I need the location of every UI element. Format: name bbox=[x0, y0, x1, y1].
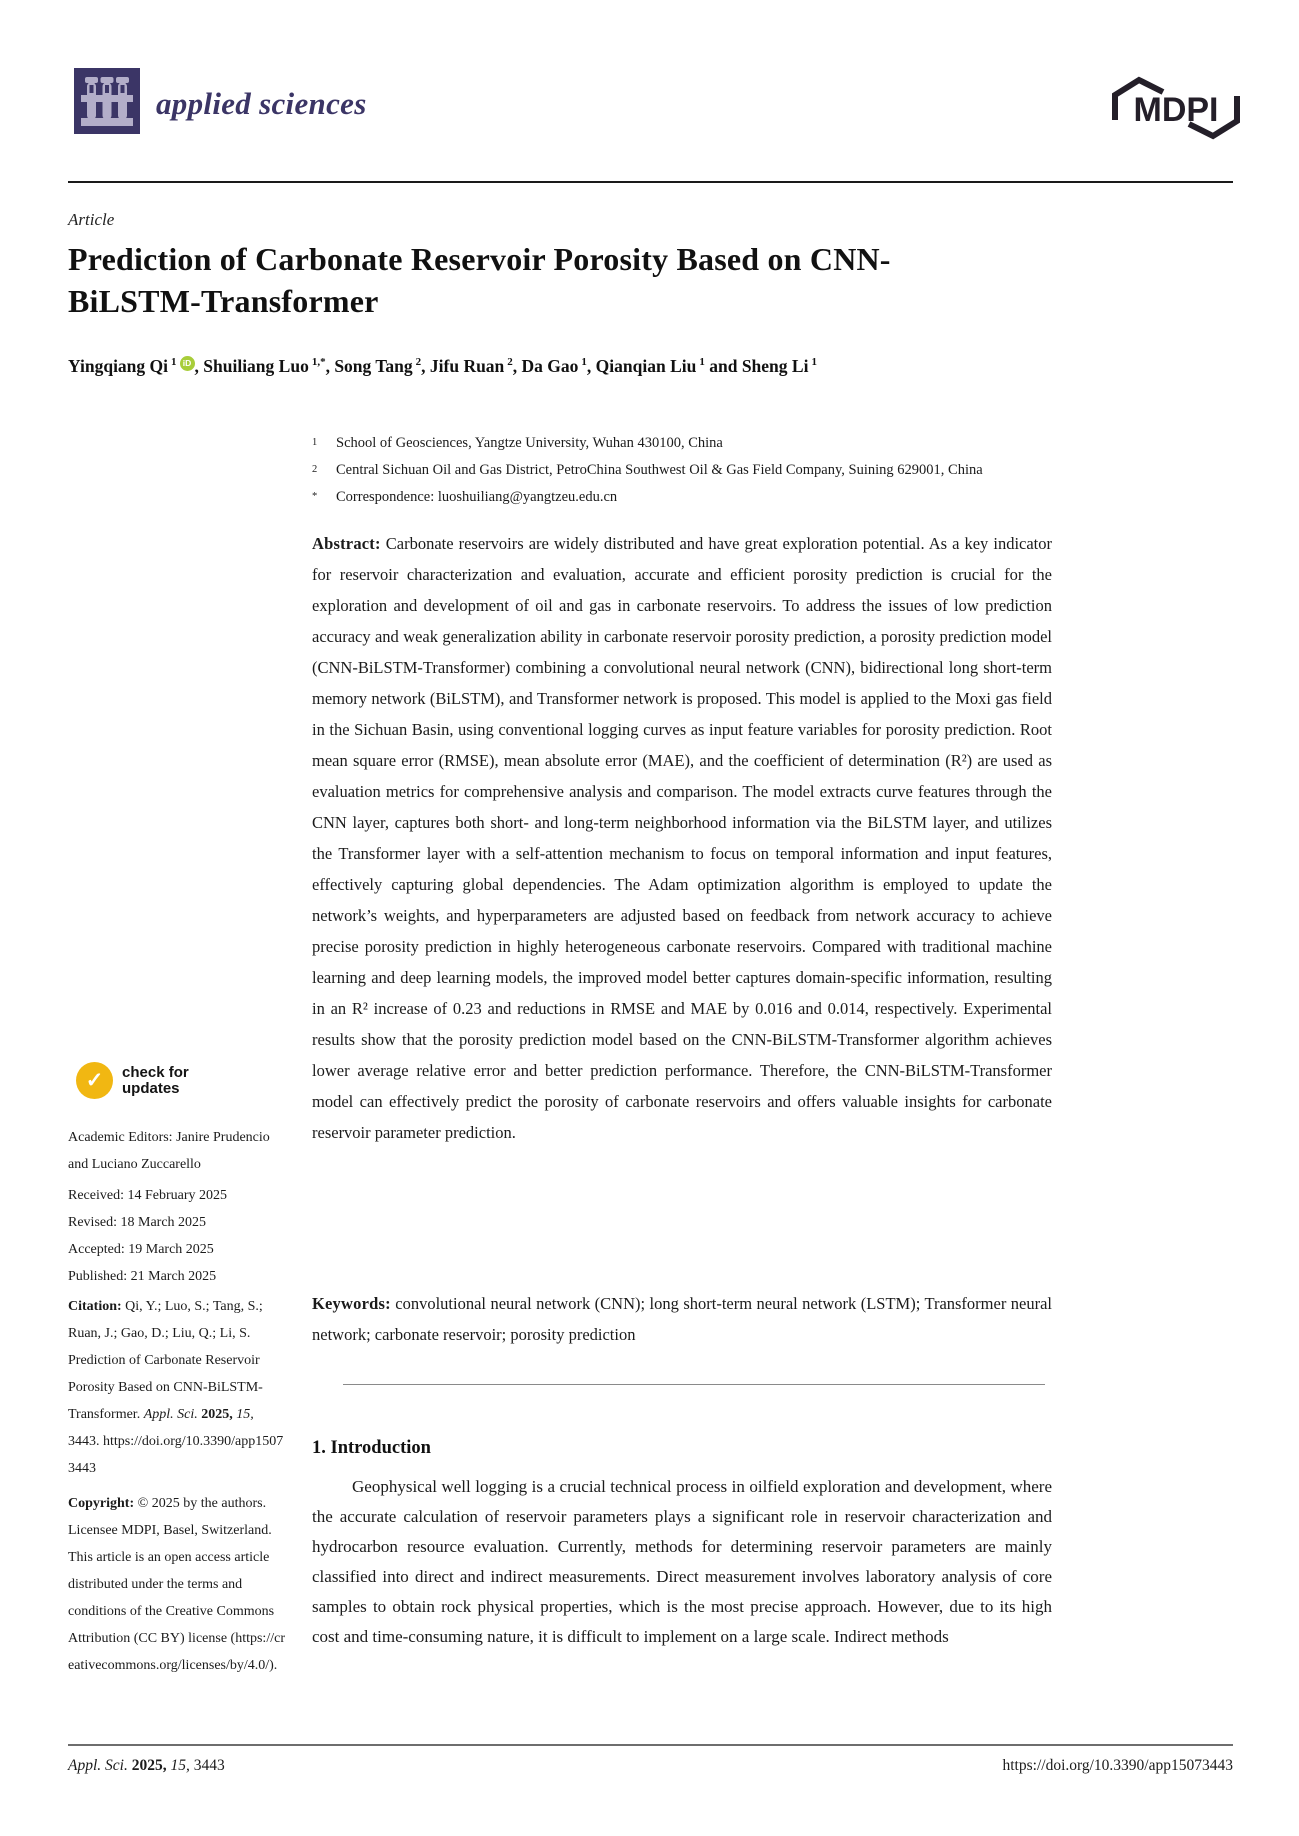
revised-date: Revised: 18 March 2025 bbox=[68, 1215, 207, 1230]
check-for-updates-badge[interactable] bbox=[76, 1062, 189, 1099]
keywords-label: Keywords: bbox=[312, 1294, 391, 1313]
license-link[interactable]: (https://creativecommons.org/licenses/by/4.0/). bbox=[68, 1631, 285, 1673]
author: Sheng Li $^1$ bbox=[741, 356, 817, 376]
citation-doi-link[interactable]: https://doi.org/10.3390/app15073443 bbox=[68, 1434, 284, 1476]
copyright-label: Copyright: bbox=[68, 1496, 135, 1511]
affiliation-1: $^1$ School of Geosciences, Yangtze University, Wuhan 430100, China bbox=[312, 435, 723, 451]
mdpi-wordmark: MDPI bbox=[1133, 91, 1219, 129]
introduction-paragraph: Geophysical well logging is a crucial technical process in oilfield exploration and development, where the accurate calculation of reservoir parameters plays a significant role in reservoir characterization and hydrocarbon resource evaluation. Currently, methods for determining reservoir parameters are mainly classified into direct and indirect measurements. Direct measurement involves laboratory analysis of core samples to obtain rock physical properties, which is the most precise approach. However, due to its high cost and time-consuming nature, it is difficult to implement on a large scale. Indirect methods bbox=[312, 1477, 1052, 1646]
accepted-date: Accepted: 19 March 2025 bbox=[68, 1242, 214, 1257]
copyright-block: Copyright: © 2025 by the authors. Licensee MDPI, Basel, Switzerland. This article is an open access article distributed under the terms and conditions of the Creative Commons Attribution (CC BY) license (https://creativecommons.org/licenses/by/4.0/). bbox=[68, 1496, 285, 1673]
section-heading-introduction: 1. Introduction bbox=[312, 1438, 431, 1458]
published-date: Published: 21 March 2025 bbox=[68, 1269, 217, 1284]
affiliation-2: $^2$ Central Sichuan Oil and Gas District, PetroChina Southwest Oil & Gas Field Company, Suining 629001, China bbox=[312, 462, 983, 478]
article-type-label: Article bbox=[68, 210, 115, 229]
author: Da Gao $^1$, bbox=[521, 356, 596, 376]
authors-line bbox=[68, 356, 1078, 377]
keywords-paragraph: Keywords: convolutional neural network (CNN); long short-term neural network (LSTM); Transformer neural network; carbonate reservoir; porosity prediction bbox=[312, 1294, 1053, 1344]
test-tubes-icon bbox=[74, 68, 140, 139]
correspondence-email[interactable]: luoshuiliang@yangtzeu.edu.cn bbox=[437, 489, 618, 505]
author: Qianqian Liu $^1$ and bbox=[595, 356, 742, 376]
author: Shuiliang Luo $^{1,*}$, bbox=[203, 356, 335, 376]
abstract-label: Abstract: bbox=[312, 534, 381, 553]
author: Jifu Ruan $^2$, bbox=[429, 356, 522, 376]
journal-name: applied sciences bbox=[156, 85, 367, 121]
correspondence-line: * Correspondence: luoshuiliang@yangtzeu.edu.cn bbox=[312, 489, 618, 505]
section-divider bbox=[343, 1384, 1045, 1385]
check-for-updates-label: check for updates bbox=[122, 1063, 189, 1097]
article-dates bbox=[68, 1182, 288, 1290]
journal-logo bbox=[74, 68, 367, 139]
academic-editors: Academic Editors: Janire Prudencio and Luciano Zuccarello bbox=[68, 1130, 270, 1172]
footer-journal-ref: Appl. Sci. 2025, 15, 3443 bbox=[68, 1757, 225, 1774]
mdpi-logo bbox=[1108, 76, 1244, 145]
author: Yingqiang Qi $^1$ iD , bbox=[68, 356, 204, 376]
abstract-paragraph: Abstract: Carbonate reservoirs are widely distributed and have great exploration potential. As a key indicator for reservoir characterization and evaluation, accurate and efficient porosity prediction is crucial for the exploration and development of oil and gas in carbonate reservoirs. To address the issues of low prediction accuracy and weak generalization ability in carbonate reservoir porosity prediction, a porosity prediction model (CNN-BiLSTM-Transformer) combining a convolutional neural network (CNN), bidirectional long short-term memory network (BiLSTM), and Transformer network is proposed. This model is applied to the Moxi gas field in the Sichuan Basin, using conventional logging curves as input feature variables for porosity prediction. Root mean square error (RMSE), mean absolute error (MAE), and the coefficient of determination (R²) are used as evaluation metrics for comprehensive analysis and comparison. The model extracts curve features through the CNN layer, captures both short- and long-term neighborhood information via the BiLSTM layer, and utilizes the Transformer layer with a self-attention mechanism to focus on temporal information and input features, effectively capturing global dependencies. The Adam optimization algorithm is employed to update the network’s weights, and hyperparameters are adjusted based on feedback from network accuracy to achieve precise porosity prediction in highly heterogeneous carbonate reservoirs. Compared with traditional machine learning and deep learning models, the improved model better captures domain-specific information, resulting in an R² increase of 0.23 and reductions in RMSE and MAE by 0.016 and 0.014, respectively. Experimental results show that the porosity prediction model based on the CNN-BiLSTM-Transformer algorithm achieves lower average relative error and better prediction performance. Therefore, the CNN-BiLSTM-Transformer model can effectively predict the porosity of carbonate reservoirs and offers valuable insights for carbonate reservoir parameter prediction. bbox=[312, 534, 1052, 1142]
footer-doi-link[interactable]: https://doi.org/10.3390/app15073443 bbox=[1002, 1757, 1233, 1774]
orcid-icon[interactable]: iD bbox=[180, 356, 195, 371]
page-title: Prediction of Carbonate Reservoir Porosity Based on CNN-BiLSTM-Transformer bbox=[68, 241, 891, 319]
citation-block: Citation: Qi, Y.; Luo, S.; Tang, S.; Ruan, J.; Gao, D.; Liu, Q.; Li, S. Prediction of Carbonate Reservoir Porosity Based on CNN-BiLSTM-Transformer. Appl. Sci. 2025, 15, 3443. https://doi.org/10.3390/app15073443 bbox=[68, 1299, 284, 1476]
citation-label: Citation: bbox=[68, 1299, 122, 1314]
received-date: Received: 14 February 2025 bbox=[68, 1188, 228, 1203]
footer bbox=[68, 1757, 1233, 1775]
header-rule bbox=[68, 181, 1233, 183]
check-icon: ✓ bbox=[76, 1062, 113, 1099]
author: Song Tang $^2$, bbox=[334, 356, 430, 376]
affiliations bbox=[312, 430, 1057, 511]
footer-rule bbox=[68, 1744, 1233, 1746]
